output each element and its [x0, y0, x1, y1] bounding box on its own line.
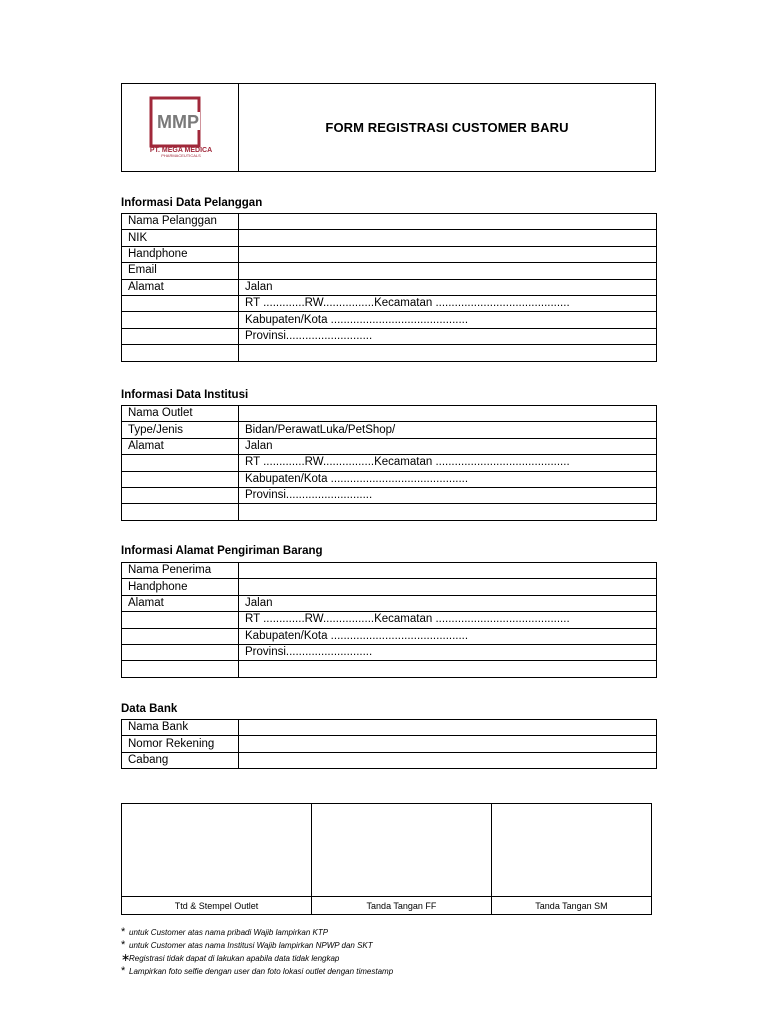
field-value[interactable]: RT .............RW................Kecamatan .......................................... — [239, 295, 657, 311]
note-bullet: * — [121, 926, 126, 938]
field-value[interactable] — [239, 246, 657, 262]
field-label: NIK — [122, 230, 239, 246]
field-value[interactable] — [239, 406, 657, 422]
form-row — [122, 504, 657, 520]
title-cell — [239, 84, 655, 171]
field-label — [122, 644, 239, 660]
form-row — [122, 345, 657, 361]
form-row — [122, 628, 657, 644]
field-value[interactable] — [239, 345, 657, 361]
field-label — [122, 312, 239, 328]
form-row — [122, 487, 657, 503]
form-row — [122, 563, 657, 579]
field-label — [122, 504, 239, 520]
form-row — [122, 455, 657, 471]
note-bullet: * — [121, 965, 126, 977]
section-title-shipping: Informasi Alamat Pengiriman Barang — [121, 545, 323, 557]
note-text: Registrasi tidak dapat di lakukan apabila data tidak lengkap — [129, 954, 340, 963]
field-label — [122, 628, 239, 644]
field-value[interactable]: Provinsi........................... — [239, 644, 657, 660]
field-value[interactable]: RT .............RW................Kecamatan .......................................... — [239, 612, 657, 628]
note-text: untuk Customer atas nama Institusi Wajib lampirkan NPWP dan SKT — [129, 941, 373, 950]
signature-label: Tanda Tangan SM — [492, 896, 651, 914]
field-value[interactable]: Jalan — [239, 438, 657, 454]
field-label — [122, 661, 239, 677]
form-row — [122, 471, 657, 487]
field-value[interactable]: Provinsi........................... — [239, 328, 657, 344]
field-label: Type/Jenis — [122, 422, 239, 438]
note-bullet: ∗ — [121, 952, 131, 964]
customer-table — [121, 213, 657, 362]
note-item — [121, 952, 393, 965]
logo-lettering: MMP — [157, 112, 199, 132]
form-row — [122, 230, 657, 246]
field-value[interactable] — [239, 579, 657, 595]
field-value[interactable] — [239, 214, 657, 230]
field-label — [122, 295, 239, 311]
section-title-customer: Informasi Data Pelanggan — [121, 197, 263, 209]
field-label: Email — [122, 263, 239, 279]
shipping-table — [121, 562, 657, 678]
logo-cell — [122, 84, 239, 171]
form-row — [122, 214, 657, 230]
form-row — [122, 312, 657, 328]
field-label: Nama Outlet — [122, 406, 239, 422]
notes-list — [121, 926, 393, 978]
bank-table — [121, 719, 657, 769]
field-label — [122, 471, 239, 487]
form-row — [122, 422, 657, 438]
signature-area[interactable] — [492, 804, 651, 896]
form-row — [122, 438, 657, 454]
note-text: untuk Customer atas nama pribadi Wajib lampirkan KTP — [129, 928, 329, 937]
form-row — [122, 263, 657, 279]
field-value[interactable] — [239, 504, 657, 520]
field-value[interactable] — [239, 661, 657, 677]
form-header — [121, 83, 656, 172]
field-value[interactable] — [239, 263, 657, 279]
field-label: Nama Penerima — [122, 563, 239, 579]
company-name: PT. MEGA MEDICA — [149, 147, 213, 154]
field-label: Cabang — [122, 752, 239, 768]
field-label: Alamat — [122, 438, 239, 454]
field-label: Handphone — [122, 579, 239, 595]
form-row — [122, 720, 657, 736]
signature-area[interactable] — [312, 804, 491, 896]
field-value[interactable]: Kabupaten/Kota ........................................... — [239, 312, 657, 328]
form-row — [122, 595, 657, 611]
form-row — [122, 579, 657, 595]
note-item — [121, 965, 393, 978]
note-bullet: * — [121, 939, 126, 951]
form-title: FORM REGISTRASI CUSTOMER BARU — [325, 120, 569, 135]
form-row — [122, 661, 657, 677]
form-row — [122, 246, 657, 262]
field-value[interactable]: Provinsi........................... — [239, 487, 657, 503]
field-label — [122, 345, 239, 361]
signature-label: Ttd & Stempel Outlet — [122, 896, 311, 914]
field-value[interactable]: Jalan — [239, 595, 657, 611]
field-label: Handphone — [122, 246, 239, 262]
note-item — [121, 926, 393, 939]
signature-label: Tanda Tangan FF — [312, 896, 491, 914]
field-value[interactable]: Kabupaten/Kota ........................................... — [239, 471, 657, 487]
field-value[interactable] — [239, 563, 657, 579]
field-label — [122, 455, 239, 471]
field-value[interactable]: Bidan/PerawatLuka/PetShop/ — [239, 422, 657, 438]
field-value[interactable]: Jalan — [239, 279, 657, 295]
field-label: Nomor Rekening — [122, 736, 239, 752]
field-value[interactable]: Kabupaten/Kota ........................................... — [239, 628, 657, 644]
field-label: Alamat — [122, 279, 239, 295]
company-subtitle: PHARMACEUTICALS — [161, 153, 201, 158]
form-row — [122, 279, 657, 295]
field-value[interactable] — [239, 752, 657, 768]
field-value[interactable] — [239, 736, 657, 752]
field-label — [122, 612, 239, 628]
field-label: Alamat — [122, 595, 239, 611]
signature-outlet[interactable] — [122, 804, 311, 914]
field-value[interactable] — [239, 720, 657, 736]
field-value[interactable]: RT .............RW................Kecamatan .......................................... — [239, 455, 657, 471]
form-row — [122, 612, 657, 628]
institution-table — [121, 405, 657, 521]
signature-table — [121, 803, 652, 915]
signature-sm[interactable] — [491, 804, 651, 914]
form-row — [122, 295, 657, 311]
field-label: Nama Pelanggan — [122, 214, 239, 230]
section-title-bank: Data Bank — [121, 703, 178, 715]
signature-area[interactable] — [122, 804, 311, 896]
form-row — [122, 644, 657, 660]
section-title-institution: Informasi Data Institusi — [121, 389, 249, 401]
form-row — [122, 328, 657, 344]
form-row — [122, 736, 657, 752]
field-label — [122, 328, 239, 344]
field-label — [122, 487, 239, 503]
form-row — [122, 752, 657, 768]
note-item — [121, 939, 393, 952]
field-value[interactable] — [239, 230, 657, 246]
form-row — [122, 406, 657, 422]
field-label: Nama Bank — [122, 720, 239, 736]
signature-ff[interactable] — [311, 804, 491, 914]
note-text: Lampirkan foto selfie dengan user dan foto lokasi outlet dengan timestamp — [129, 967, 394, 976]
